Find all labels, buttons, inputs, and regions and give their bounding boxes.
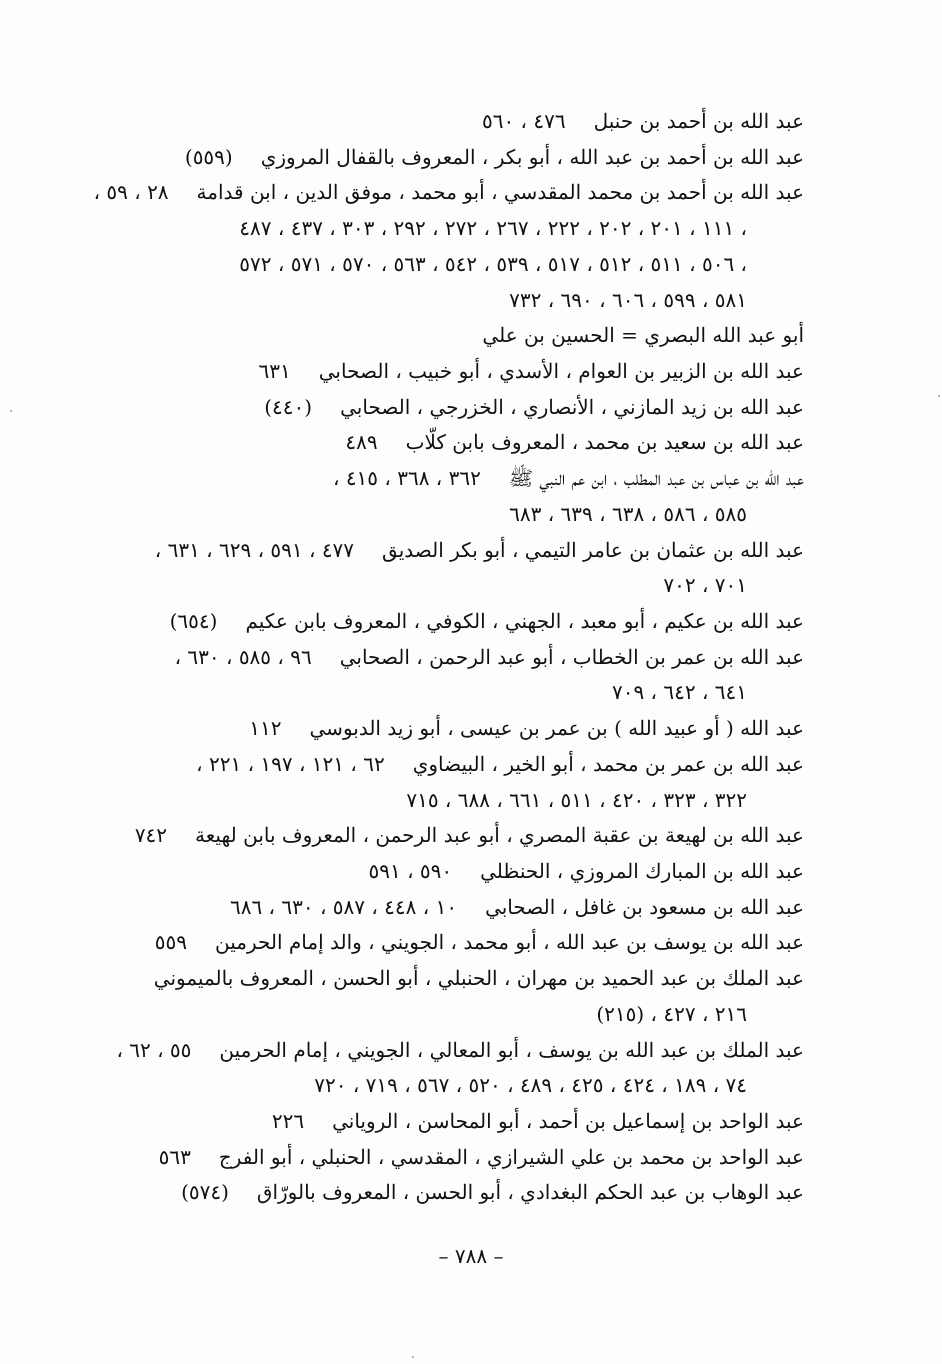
entry-name: عبد الواحد بن إسماعيل بن أحمد ، أبو المحاسن ، الروياني <box>332 1109 804 1133</box>
entry-name: عبد الملك بن عبد الله بن يوسف ، أبو المعالي ، الجويني ، إمام الحرمين <box>219 1038 804 1062</box>
entry-name: عبد الله بن يوسف بن عبد الله ، أبو محمد ، الجويني ، والد إمام الحرمين <box>214 930 804 954</box>
entry-pages: ٧٤٢ <box>134 823 168 847</box>
index-entry <box>369 856 805 886</box>
page-number: – ٧٨٨ – <box>438 1244 504 1268</box>
scan-speck <box>412 1356 414 1358</box>
entry-name: عبد الله بن أحمد بن عبد الله ، أبو بكر ، المعروف بالقفال المروزي <box>260 145 804 169</box>
entry-pages: ٧٤ ، ١٨٩ ، ٤٢٤ ، ٤٢٥ ، ٤٨٩ ، ٥٢٠ ، ٥٦٧ ، ٧١٩ ، ٧٢٠ <box>314 1073 747 1097</box>
entry-pages: ٥٠٦ ، ٥١١ ، ٥١٢ ، ٥١٧ ، ٥٣٩ ، ٥٤٢ ، ٥٦٣ ، ٥٧٠ ، ٥٧١ ، ٥٧٢ ، <box>239 252 747 276</box>
entry-pages: (٥٧٤) <box>181 1180 229 1204</box>
entry-name: عبد الله بن سعيد بن محمد ، المعروف بابن كلّاب <box>405 430 804 454</box>
entry-name: عبد الله بن أحمد بن حنبل <box>593 109 804 133</box>
index-entry <box>135 820 804 850</box>
entry-pages: (٦٥٤) <box>169 609 218 633</box>
entry-name: عبد الله بن مسعود بن غافل ، الصحابي <box>485 895 804 919</box>
entry-pages: ٣٢٢ ، ٣٢٣ ، ٤٢٠ ، ٥١١ ، ٦٦١ ، ٦٨٨ ، ٧١٥ <box>406 788 747 812</box>
index-entry-continuation <box>239 249 747 279</box>
index-entry <box>264 392 804 422</box>
entry-pages: ٣٦٢ ، ٣٦٨ ، ٤١٥ ، <box>333 466 481 490</box>
entry-name: عبد الله ( أو عبيد الله ) بن عمر بن عيسى ، أبو زيد الدبوسي <box>309 716 804 740</box>
index-entry-continuation <box>406 785 747 815</box>
entry-pages: ٧٠١ ، ٧٠٢ <box>663 573 747 597</box>
scan-speck <box>10 410 12 412</box>
index-entry <box>170 606 804 636</box>
index-entry-continuation <box>612 677 747 707</box>
entry-name: عبد الملك بن عبد الحميد بن مهران ، الحنبلي ، أبو الحسن ، المعروف بالميموني <box>153 966 804 990</box>
index-entry <box>272 1106 804 1136</box>
index-entry <box>185 142 804 172</box>
entry-name: عبد الله بن الزبير بن العوام ، الأسدي ، أبو خبيب ، الصحابي <box>318 359 804 383</box>
entry-pages: ٥٨٥ ، ٥٨٦ ، ٦٣٨ ، ٦٣٩ ، ٦٨٣ <box>509 502 747 526</box>
entry-pages: ٥٦٣ <box>158 1145 191 1169</box>
entry-name: عبد الله بن عثمان بن عامر التيمي ، أبو بكر الصديق <box>382 538 804 562</box>
index-cross-reference <box>482 320 804 350</box>
entry-pages: ٢٨ ، ٥٩ ، <box>93 180 169 204</box>
entry-pages: ١١١ ، ٢٠١ ، ٢٠٢ ، ٢٢٢ ، ٢٦٧ ، ٢٧٢ ، ٢٩٢ ، ٣٠٣ ، ٤٣٧ ، ٤٨٧ ، <box>239 216 747 240</box>
entry-pages: ٦٤١ ، ٦٤٢ ، ٧٠٩ <box>611 680 747 704</box>
index-entry <box>175 642 804 672</box>
entry-pages: ١١٢ <box>249 716 282 740</box>
index-entry <box>155 927 804 957</box>
entry-pages: ٢٢٦ <box>271 1109 305 1133</box>
index-entry <box>154 963 804 993</box>
entry-pages: (٤٤٠) <box>264 395 313 419</box>
entry-pages: ٩٦ ، ٥٨٥ ، ٦٣٠ ، <box>174 645 312 669</box>
entry-name: عبد الله بن لهيعة بن عقبة المصري ، أبو عبد الرحمن ، المعروف بابن لهيعة <box>195 823 804 847</box>
entry-pages: ٦٣١ <box>258 359 291 383</box>
entry-pages: ٤٨٩ <box>345 430 378 454</box>
index-entry <box>230 892 804 922</box>
entry-pages: ٦٢ ، ١٢١ ، ١٩٧ ، ٢٢١ ، <box>196 752 385 776</box>
index-entry <box>116 1035 804 1065</box>
entry-pages: ٤٧٧ ، ٥٩١ ، ٦٢٩ ، ٦٣١ ، <box>154 538 355 562</box>
entry-name: عبد الله بن عمر بن الخطاب ، أبو عبد الرحمن ، الصحابي <box>339 645 804 669</box>
entry-name: عبد الله بن زيد المازني ، الأنصاري ، الخزرجي ، الصحابي <box>340 395 804 419</box>
entry-pages: (٥٥٩) <box>184 145 233 169</box>
entry-name: عبد الله بن المبارك المروزي ، الحنظلي <box>480 859 804 883</box>
scan-speck <box>938 395 940 397</box>
index-entry <box>249 713 804 743</box>
index-entry <box>155 535 804 565</box>
entry-name: عبد الله بن عمر بن محمد ، أبو الخير ، البيضاوي <box>412 752 804 776</box>
entry-pages: ٥٨١ ، ٥٩٩ ، ٦٠٦ ، ٦٩٠ ، ٧٣٢ <box>509 288 747 312</box>
entry-name: عبد الوهاب بن عبد الحكم البغدادي ، أبو الحسن ، المعروف بالورّاق <box>256 1180 804 1204</box>
entry-name: عبد الله بن عباس بن عبد المطلب ، ابن عم النبي ﷺ <box>508 466 804 490</box>
index-entry-continuation <box>509 499 747 529</box>
entry-pages: ٥٥٩ <box>154 930 187 954</box>
entry-pages: (٢١٥) ، ٢١٦ ، ٤٢٧ <box>596 1002 747 1026</box>
index-entry-continuation <box>509 285 747 315</box>
entry-name: عبد الواحد بن محمد بن علي الشيرازي ، المقدسي ، الحنبلي ، أبو الفرج <box>218 1145 804 1169</box>
index-entry <box>181 1177 804 1207</box>
index-entry <box>159 1142 804 1172</box>
index-entry-continuation <box>596 999 747 1029</box>
index-entry <box>482 106 804 136</box>
entry-pages: ١٠ ، ٤٤٨ ، ٥٨٧ ، ٦٣٠ ، ٦٨٦ <box>229 895 458 919</box>
index-entry <box>333 463 804 493</box>
index-entry <box>196 749 804 779</box>
entry-name: أبو عبد الله البصري = الحسين بن علي <box>482 323 804 347</box>
entry-pages: ٤٧٦ ، ٥٦٠ <box>481 109 566 133</box>
entry-name: عبد الله بن أحمد بن محمد المقدسي ، أبو محمد ، موفق الدين ، ابن قدامة <box>196 180 804 204</box>
index-entry-continuation <box>239 213 747 243</box>
index-entry-continuation <box>314 1070 747 1100</box>
index-entry-continuation <box>663 570 747 600</box>
index-entry <box>94 177 804 207</box>
entry-pages: ٥٩٠ ، ٥٩١ <box>368 859 453 883</box>
index-entry <box>345 427 804 457</box>
index-entry <box>259 356 804 386</box>
entry-pages: ٥٥ ، ٦٢ ، <box>116 1038 192 1062</box>
entry-name: عبد الله بن عكيم ، أبو معبد ، الجهني ، الكوفي ، المعروف بابن عكيم <box>245 609 804 633</box>
